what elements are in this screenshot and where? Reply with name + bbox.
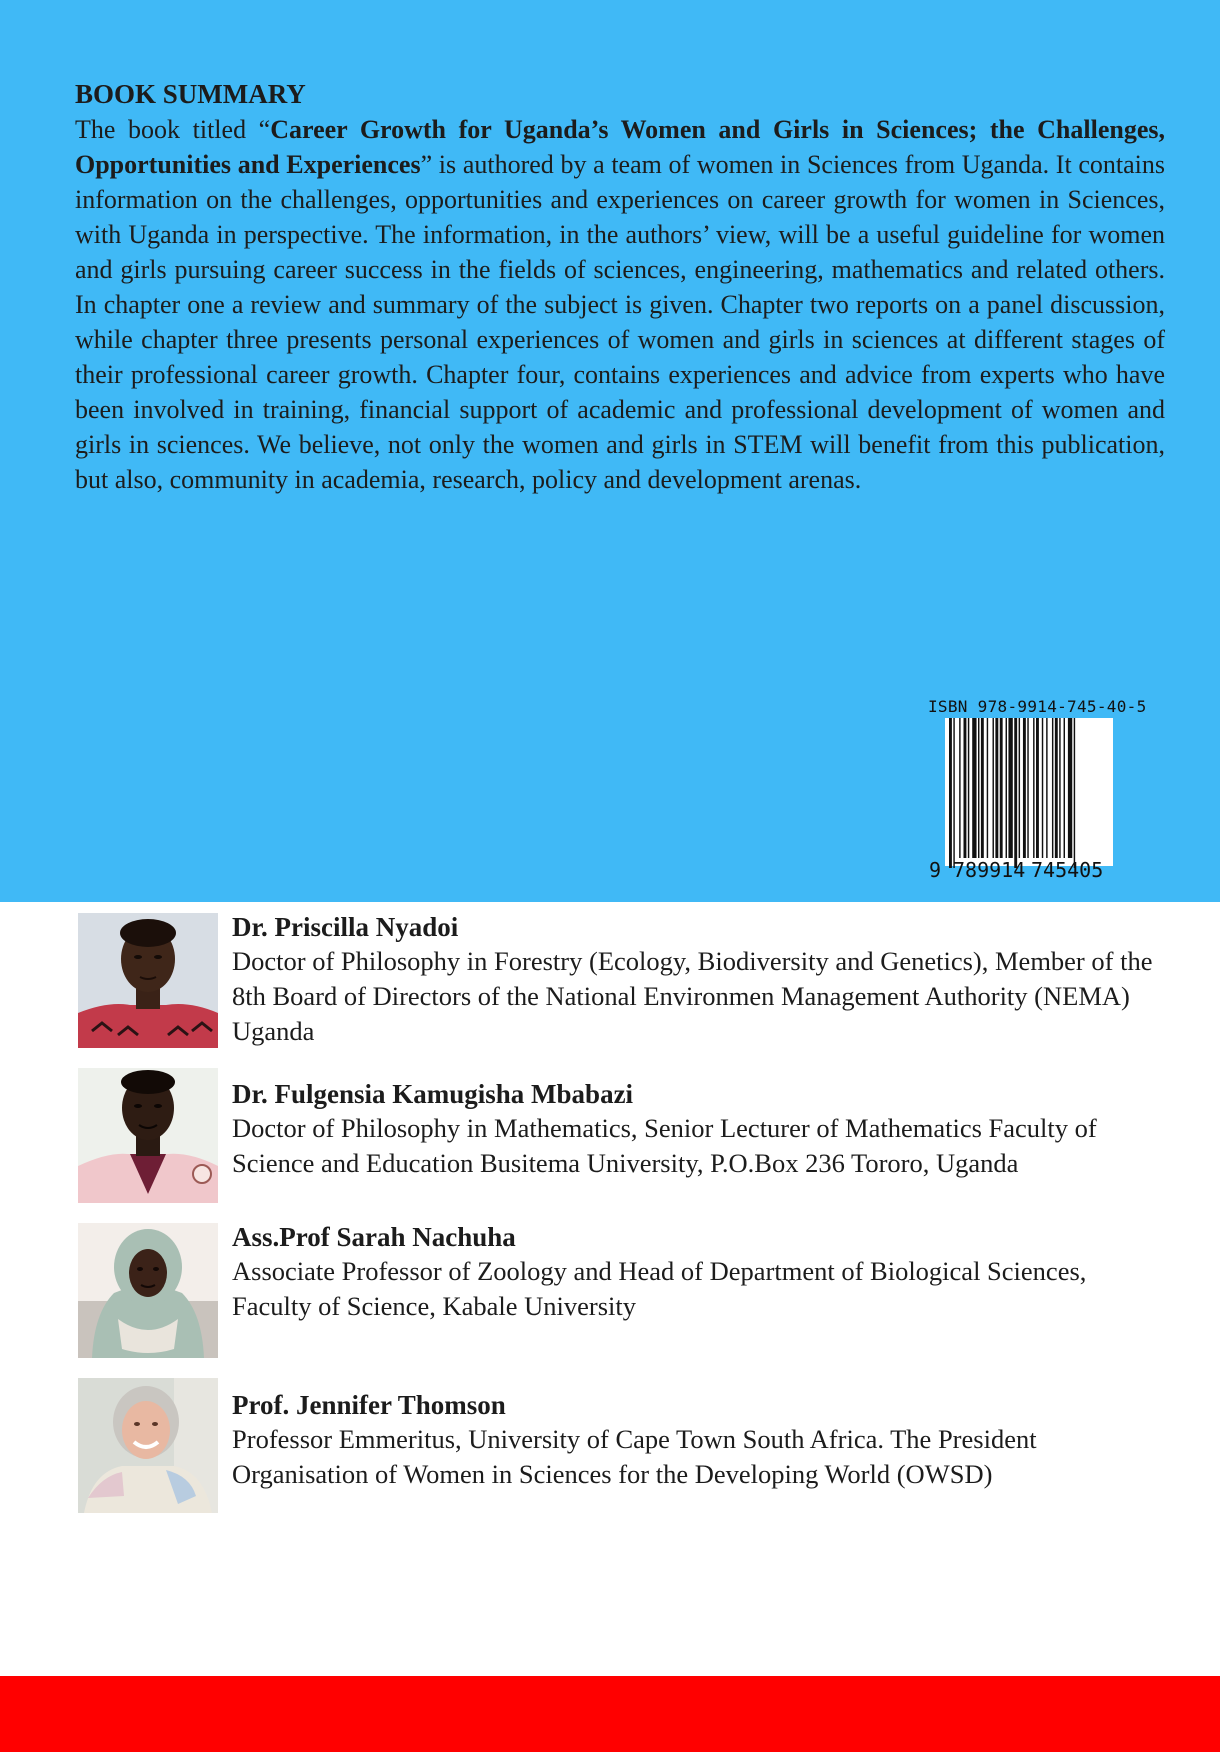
portrait-icon <box>78 913 218 1048</box>
barcode-bar <box>949 718 952 868</box>
author-photo <box>78 1378 218 1513</box>
barcode-bar <box>1008 718 1012 858</box>
barcode-bar <box>995 718 998 858</box>
barcode-bar <box>1023 718 1026 858</box>
author-details <box>232 1077 1170 1181</box>
barcode-bar <box>1059 718 1060 858</box>
author-bio: Doctor of Philosophy in Forestry (Ecology, Biodiversity and Genetics), Member of the 8th Board of Directors of the National Environmen Management Authority (NEMA) Uganda <box>232 946 1153 1046</box>
book-title: Career Growth for Uganda’s Women and Girls in Sciences; the Challenges, Opportunities and Experiences <box>75 115 1165 179</box>
barcode-bar <box>1046 718 1047 858</box>
barcode-bar <box>1006 718 1007 858</box>
author-photo <box>78 1223 218 1358</box>
barcode-left-digits: 789914 <box>953 858 1026 878</box>
barcode-background <box>945 718 1113 866</box>
summary-description: ” is authored by a team of women in Sciences from Uganda. It contains information on the challenges, opportunities and experiences on career growth for women in Sciences, with Uganda in perspective. The information, in the authors’ view, will be a useful guideline for women and girls pursuing career success in the fields of sciences, engineering, mathematics and related others. In chapter one a review and summary of the subject is given. Chapter two reports on a panel discussion, while chapter three presents personal experiences of women and girls in sciences at different stages of their professional career growth. Chapter four, contains experiences and advice from experts who have been involved in training, financial support of academic and professional development of women and girls in sciences. We believe, not only the women and girls in STEM will benefit from this publication, but also, community in academia, research, policy and development arenas. <box>75 150 1166 494</box>
barcode-bar <box>1052 718 1053 858</box>
isbn-barcode <box>925 718 1135 878</box>
author-details <box>232 910 1170 1049</box>
author-bio: Associate Professor of Zoology and Head of Department of Biological Sciences, Faculty of Science, Kabale University <box>232 1256 1087 1321</box>
barcode-bar <box>1019 718 1020 858</box>
isbn-label: ISBN 978-9914-745-40-5 <box>928 697 1147 716</box>
barcode-bar <box>987 718 988 858</box>
barcode-bar <box>1033 718 1034 858</box>
portrait-icon <box>78 1068 218 1203</box>
author-details <box>232 1220 1170 1324</box>
barcode-bar <box>1042 718 1043 858</box>
barcode-bar <box>1064 718 1065 858</box>
summary-text <box>75 112 1165 497</box>
bottom-color-bar <box>0 1676 1220 1752</box>
barcode-bar <box>978 718 979 858</box>
barcode-bar <box>1074 718 1075 868</box>
portrait-icon <box>78 1223 218 1358</box>
barcode-lead-digit: 9 <box>929 858 942 878</box>
barcode-bar <box>972 718 976 858</box>
author-name: Dr. Fulgensia Kamugisha Mbabazi <box>232 1079 634 1109</box>
author-bio: Doctor of Philosophy in Mathematics, Senior Lecturer of Mathematics Faculty of Science and Education Busitema University, P.O.Box 236 Tororo, Uganda <box>232 1113 1097 1178</box>
barcode-bar <box>1068 718 1072 858</box>
barcode-bar <box>1027 718 1028 858</box>
barcode-bars <box>949 718 1075 868</box>
barcode-bar <box>1055 718 1058 858</box>
barcode-bar <box>981 718 984 858</box>
portrait-icon <box>78 1378 218 1513</box>
barcode-bar <box>953 718 954 868</box>
author-details <box>232 1388 1170 1492</box>
author-photo <box>78 913 218 1048</box>
barcode-bar <box>1000 718 1003 858</box>
barcode-bar <box>1036 718 1039 858</box>
summary-intro: The book titled “ <box>75 115 271 144</box>
barcode-bar <box>964 718 967 858</box>
author-name: Ass.Prof Sarah Nachuha <box>232 1222 516 1252</box>
barcode-bar <box>968 718 969 858</box>
author-name: Dr. Priscilla Nyadoi <box>232 912 459 942</box>
barcode-right-digits: 745405 <box>1031 858 1104 878</box>
barcode-bar <box>959 718 960 858</box>
author-photo <box>78 1068 218 1203</box>
author-name: Prof. Jennifer Thomson <box>232 1390 506 1420</box>
barcode-bar <box>1014 718 1017 868</box>
barcode-bar <box>993 718 994 858</box>
summary-heading: BOOK SUMMARY <box>75 79 306 109</box>
author-bio: Professor Emmeritus, University of Cape Town South Africa. The President Organisation of Women in Sciences for the Developing World (OWSD) <box>232 1424 1037 1489</box>
